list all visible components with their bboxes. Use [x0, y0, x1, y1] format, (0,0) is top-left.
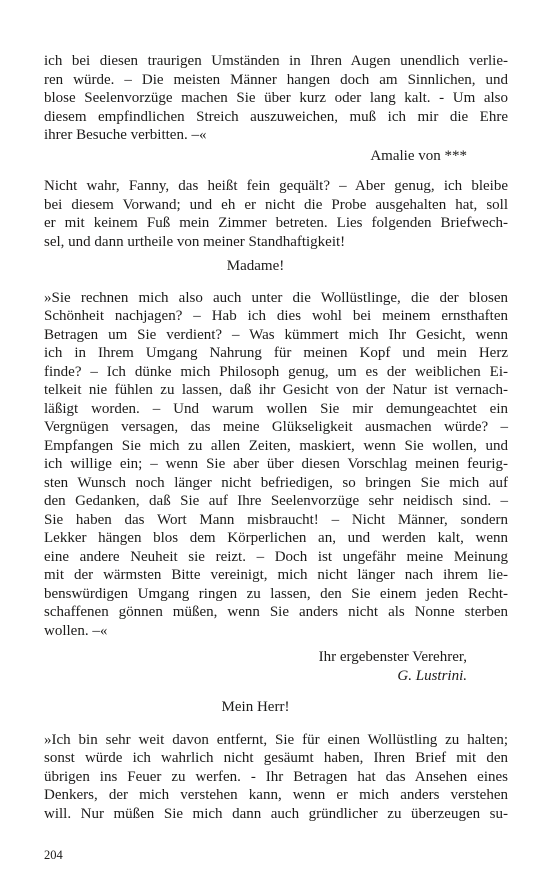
- letter-line: mit der wärmsten Bitte vereinigt, mich nicht länger nach ihrem lie-: [44, 567, 508, 583]
- preceding-letter-line: ich bei diesen traurigen Umständen in Ihren Augen unendlich verlie-: [44, 53, 508, 69]
- preceding-letter-line: ihrer Besuche verbitten. –«: [44, 127, 207, 143]
- preceding-letter-line: blose Seelenvorzüge machen Sie über kurz oder lang kalt. - Um also: [44, 90, 508, 106]
- reply-line: übrigen ins Feuer zu werfen. - Ihr Betragen hat das Ansehen eines: [44, 768, 508, 785]
- letter-line: ich willige ein; – wenn Sie aber über diesen Vorschlag meinen feurig-: [44, 456, 508, 472]
- page-number: 204: [44, 848, 63, 862]
- narration-line: er mit keinem Fuß mein Zimmer betreten. Lies folgenden Briefwech-: [44, 215, 508, 231]
- letter-line: wollen. –«: [44, 622, 108, 639]
- reply-line: sonst würde ich wahrlich nicht gesäumt haben, Ihren Brief mit den: [44, 750, 508, 766]
- book-page: [44, 52, 508, 823]
- letter-line: Sie haben das Wort Mann misbraucht! – Nicht Männer, sondern: [44, 511, 508, 528]
- letter-line: schaffenen gönnen müßen, wenn Sie anders nicht als Nonne sterben: [44, 604, 508, 620]
- letter-line: benswürdigen Umgang ringen zu lassen, den Sie einem jeden Recht-: [44, 585, 508, 602]
- letter-line: Schönheit nachjagen? – Hab ich dies wohl bei meinem ernsthaften: [44, 308, 508, 324]
- letter-body: [44, 289, 508, 641]
- letter-line: Vergnügen versagen, das meine Glükseligkeit ausmachen würde? –: [44, 419, 508, 435]
- reply-line: »Ich bin sehr weit davon entfernt, Sie für einen Wollüstling zu halten;: [44, 731, 508, 748]
- reply-body: [44, 731, 508, 824]
- letter-line: telkeit nie fühlen zu lassen, daß ihr Gesicht von der Natur ist vernach-: [44, 382, 508, 398]
- narration-line: Nicht wahr, Fanny, das heißt fein gequält? – Aber genug, ich bleibe: [44, 178, 508, 194]
- signature-amalie: Amalie von ***: [370, 147, 467, 164]
- letter-line: Lekker hängen blos dem Körperlichen an, und werden kalt, wenn: [44, 530, 508, 546]
- letter-line: Empfangen Sie mich zu allen Zeiten, maskiert, wenn Sie wollen, und: [44, 437, 508, 454]
- reply-line: will. Nur müßen Sie mich dann auch gründlicher zu überzeugen su-: [44, 805, 508, 822]
- reply-line: Denkers, der mich verstehen kann, wenn er mich anders verstehen: [44, 787, 508, 803]
- letter-line: ich in Ihrem Umgang Nahrung für meinen Kopf und mein Herz: [44, 345, 508, 361]
- preceding-letter-text: [44, 52, 508, 145]
- reply-salutation: Mein Herr!: [221, 699, 290, 715]
- letter-line: den Gedanken, daß Sie auf Ihre Seelenvorzüge sehr neidisch sind. –: [44, 493, 508, 509]
- letter-line: Betragen um Sie verdient? – Was kümmert mich Ihr Gesicht, wenn: [44, 326, 508, 343]
- letter-line: finde? – Ich dünke mich Philosoph genug, um es der weiblichen Ei-: [44, 363, 508, 380]
- preceding-letter-line: ren würde. – Die meisten Männer hangen doch am Sinnlichen, und: [44, 71, 508, 88]
- letter-line: sten Wunsch noch länger nicht befriedigen, so bringen Sie mich auf: [44, 474, 508, 491]
- letter-signature: G. Lustrini.: [397, 667, 467, 684]
- letter-line: läßigt worden. – Und warum wollen Sie mir demungeachtet ein: [44, 400, 508, 417]
- letter-line: »Sie rechnen mich also auch unter die Wollüstlinge, die der blosen: [44, 289, 508, 306]
- narration-line: sel, und dann urtheile von meiner Standhaftigkeit!: [44, 233, 346, 250]
- narration-line: bei diesem Vorwand; und eh er nicht die Probe ausgehalten hat, soll: [44, 196, 508, 213]
- letter-line: eine andere Neuheit sie reizt. – Doch ist ungefähr meine Meinung: [44, 548, 508, 565]
- narration-paragraph: [44, 177, 508, 251]
- letter-closing: Ihr ergebenster Verehrer,: [318, 649, 467, 665]
- letter-salutation: Madame!: [226, 258, 285, 274]
- preceding-letter-line: diesem empfindlichen Streich auszuweichen, muß ich mir die Ehre: [44, 108, 508, 125]
